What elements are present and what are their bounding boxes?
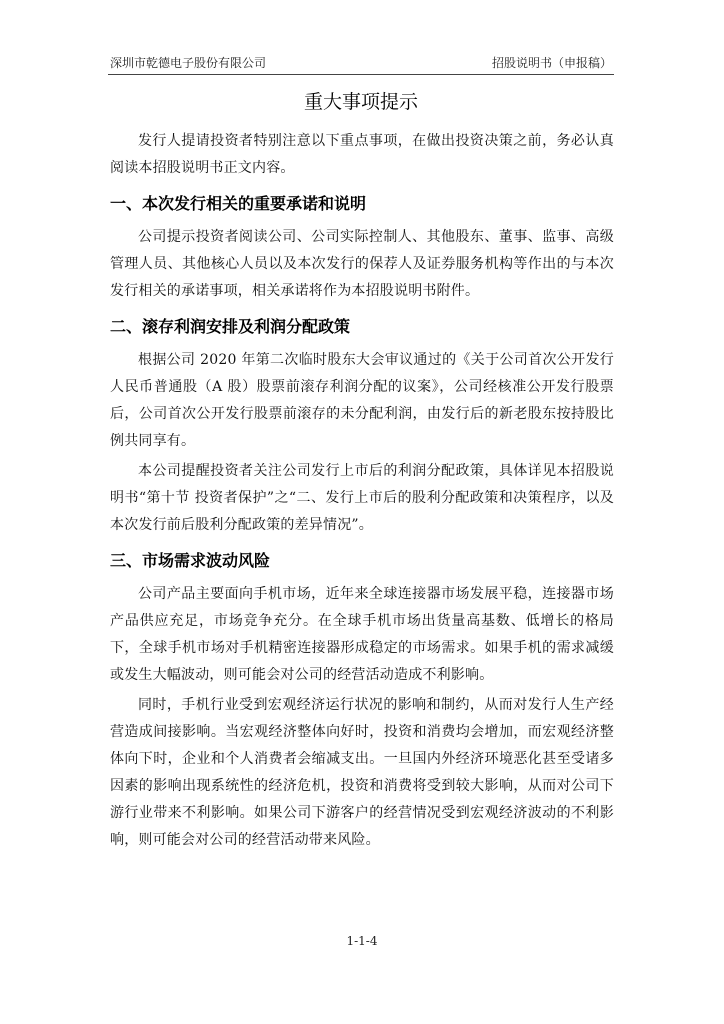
header-document-type: 招股说明书（申报稿） (491, 56, 612, 70)
section-paragraph: 本公司提醒投资者关注公司发行上市后的利润分配政策，具体详见本招股说明书“第十节 投资者保护”之“二、发行上市后的股利分配政策和决策程序，以及本次发行前后股利分配政策的差异情况”。 (110, 463, 614, 533)
section-heading: 一、本次发行相关的重要承诺和说明 (110, 194, 367, 213)
section-market-risk (110, 548, 614, 854)
section-paragraph: 公司提示投资者阅读公司、公司实际控制人、其他股东、董事、监事、高级管理人员、其他核心人员以及本次发行的保荐人及证券服务机构等作出的与本次发行相关的承诺事项，相关承诺将作为本招股说明书附件。 (110, 229, 614, 299)
document-body (110, 128, 614, 857)
section-profit-distribution (110, 314, 614, 539)
section-commitments (110, 191, 614, 305)
section-paragraph: 同时，手机行业受到宏观经济运行状况的影响和制约，从而对发行人生产经营造成间接影响。当宏观经济整体向好时，投资和消费均会增加，而宏观经济整体向下时，企业和个人消费者会缩减支出。一旦国内外经济环境恶化甚至受诸多因素的影响出现系统性的经济危机，投资和消费将受到较大影响，从而对公司下游行业带来不利影响。如果公司下游客户的经营情况受到宏观经济波动的不利影响，则可能会对公司的经营活动带来风险。 (110, 697, 614, 848)
page-header (108, 52, 614, 75)
page-number: 1-1-4 (346, 934, 378, 948)
section-heading: 二、滚存利润安排及利润分配政策 (110, 317, 351, 336)
header-company-name: 深圳市乾德电子股份有限公司 (110, 56, 267, 70)
section-paragraph: 根据公司 2020 年第二次临时股东大会审议通过的《关于公司首次公开发行人民币普通股（A 股）股票前滚存利润分配的议案》，公司经核准公开发行股票后，公司首次公开发行股票前滚存的未分配利润，由发行后的新老股东按持股比例共同享有。 (110, 352, 614, 449)
page-title: 重大事项提示 (303, 91, 418, 113)
intro-paragraph: 发行人提请投资者特别注意以下重点事项，在做出投资决策之前，务必认真阅读本招股说明书正文内容。 (110, 133, 614, 176)
section-paragraph: 公司产品主要面向手机市场，近年来全球连接器市场发展平稳，连接器市场产品供应充足，市场竞争充分。在全球手机市场出货量高基数、低增长的格局下，全球手机市场对手机精密连接器形成稳定的市场需求。如果手机的需求减缓或发生大幅波动，则可能会对公司的经营活动造成不利影响。 (110, 586, 614, 683)
section-heading: 三、市场需求波动风险 (110, 551, 271, 570)
